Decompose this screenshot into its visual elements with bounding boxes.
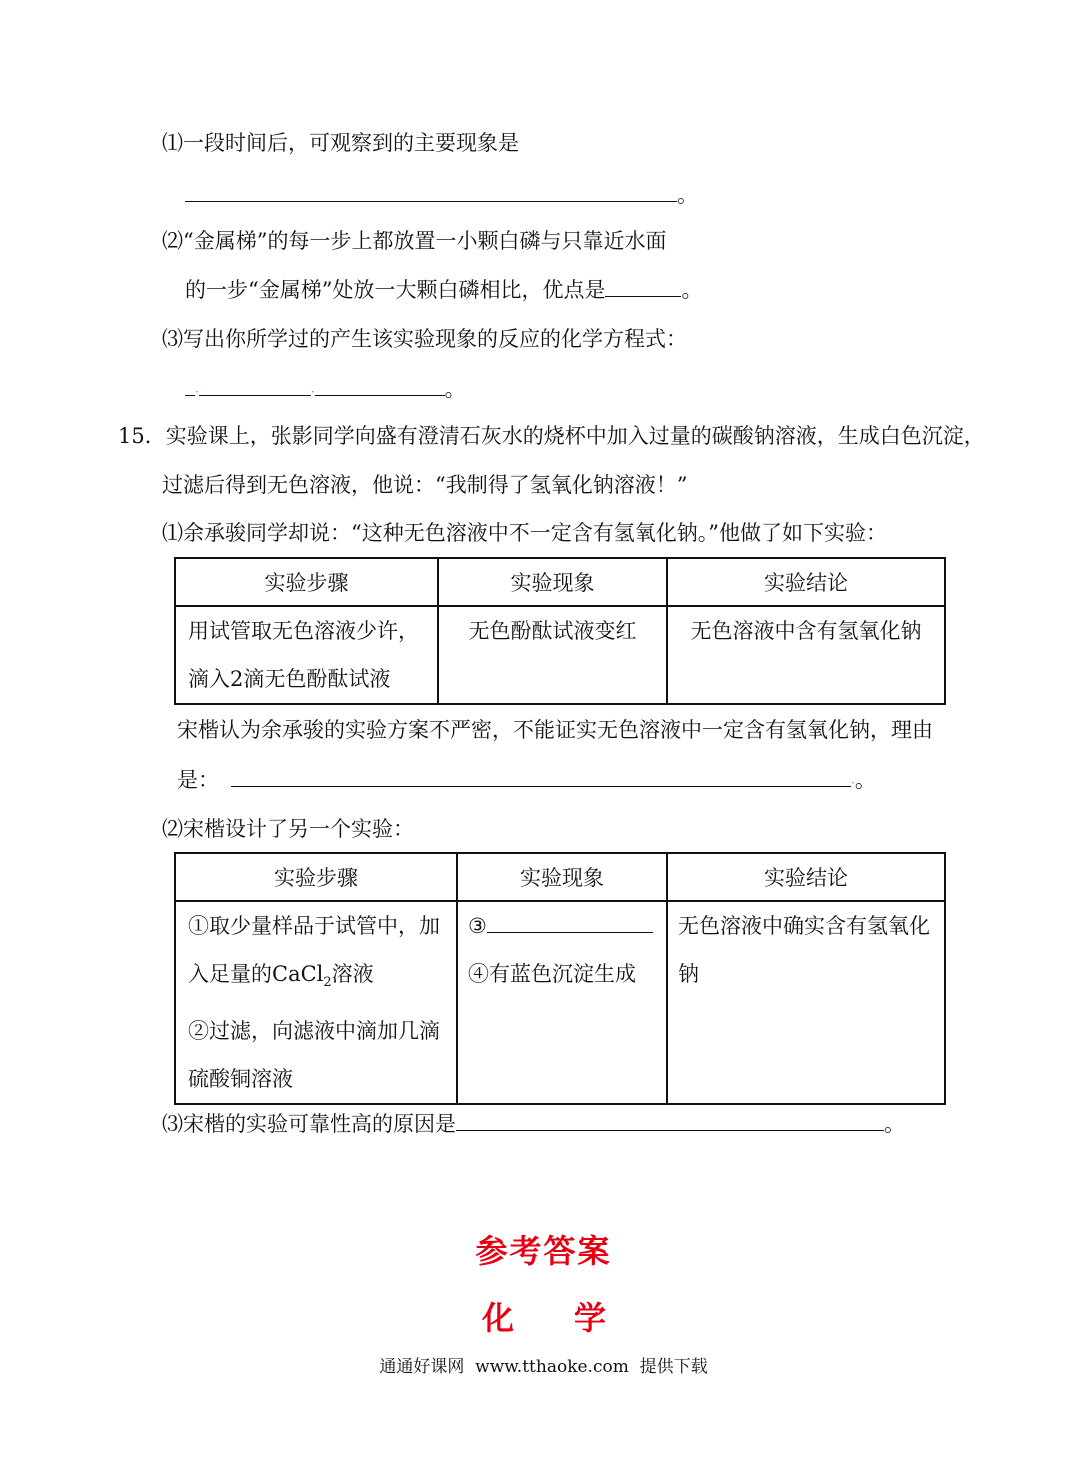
table1-steps-cell	[175, 606, 438, 704]
q15-line2: 过滤后得到无色溶液，他说：“我制得了氢氧化钠溶液！”	[162, 473, 688, 497]
period: 。	[854, 768, 876, 792]
q15-part3-text: ⑶宋楷的实验可靠性高的原因是	[162, 1112, 456, 1136]
table1-header-steps: 实验步骤	[175, 558, 438, 606]
table1-conclusion-cell	[667, 606, 945, 704]
q14-part3-answer-line	[185, 377, 466, 404]
page-footer: 通通好课网 www.tthaoke.com 提供下载	[379, 1357, 708, 1377]
period: 。	[444, 377, 466, 401]
answer-blank[interactable]	[456, 1112, 884, 1131]
q14-part1-text: ⑴一段时间后，可观察到的主要现象是	[162, 131, 519, 155]
period: 。	[681, 278, 703, 302]
table2-step-line	[188, 950, 456, 1007]
q15-line1: 15．实验课上，张影同学向盛有澄清石灰水的烧杯中加入过量的碳酸钠溶液，生成白色沉淀，	[118, 424, 985, 448]
period: 。	[884, 1112, 905, 1136]
q14-part1-answer-line	[185, 183, 698, 207]
period: 。	[677, 183, 698, 207]
table2-phenomenon-cell	[457, 901, 667, 1104]
reason-label: 是：	[177, 768, 219, 792]
answer-blank[interactable]	[185, 377, 195, 396]
table2-step-line: 硫酸铜溶液	[188, 1067, 293, 1092]
q14-part3-text: ⑶写出你所学过的产生该实验现象的反应的化学方程式：	[162, 327, 687, 351]
subject-title-char-1: 化	[482, 1299, 517, 1337]
q15-reason-line1: 宋楷认为余承骏的实验方案不严密，不能证实无色溶液中一定含有氢氧化钠，理由	[177, 718, 933, 742]
table1-step-line: 滴入2滴无色酚酞试液	[188, 667, 391, 691]
table2-conclusion-line: 无色溶液中确实含有氢氧化	[678, 914, 930, 938]
table1-step-line: 用试管取无色溶液少许，	[188, 619, 419, 643]
table2-conclusion-line: 钠	[678, 962, 699, 986]
answer-blank[interactable]	[605, 278, 681, 297]
table2-phenomenon-4: ④有蓝色沉淀生成	[468, 962, 636, 986]
answers-title: 参考答案	[475, 1232, 612, 1270]
table1-conclusion: 无色溶液中含有氢氧化钠	[690, 619, 922, 643]
table1-phenomenon-cell	[438, 606, 667, 704]
q14-part2-line1: ⑵“金属梯”的每一步上都放置一小颗白磷与只靠近水面	[162, 229, 667, 253]
subject-title-char-2: 学	[574, 1299, 609, 1337]
mark-dot: ·	[195, 385, 199, 399]
experiment-table-2	[174, 852, 946, 1105]
table2-header-phenomenon: 实验现象	[457, 853, 667, 901]
table1-phenomenon: 无色酚酞试液变红	[468, 619, 637, 643]
table2-phenomenon-3	[468, 902, 666, 950]
q15-part3	[162, 1112, 905, 1136]
table2-header-steps: 实验步骤	[175, 853, 457, 901]
q15-part1-intro: ⑴余承骏同学却说：“这种无色溶液中不一定含有氢氧化钠。”他做了如下实验：	[162, 521, 887, 545]
experiment-table-1	[174, 557, 946, 705]
cacl-text: 入足量的CaCl	[188, 962, 324, 986]
mark-dot: ·	[310, 385, 315, 399]
table2-steps-cell	[175, 901, 457, 1104]
circled-3: ③	[468, 914, 487, 938]
mark-dot: ·	[851, 776, 855, 790]
solution-text: 溶液	[331, 962, 374, 986]
table2-conclusion-cell	[667, 901, 945, 1104]
table2-header-conclusion: 实验结论	[667, 853, 945, 901]
answer-blank[interactable]	[185, 183, 677, 202]
table1-header-conclusion: 实验结论	[667, 558, 945, 606]
q14-part2-text: 的一步“金属梯”处放一大颗白磷相比，优点是	[185, 278, 606, 302]
answer-blank[interactable]	[315, 377, 445, 396]
table2-step-line: ①取少量样品于试管中，加	[188, 914, 440, 938]
answer-blank[interactable]	[199, 377, 311, 396]
subscript: 2	[323, 975, 332, 991]
q15-reason-line2	[177, 768, 876, 795]
q14-part2-line2	[185, 278, 702, 302]
answer-blank[interactable]	[487, 914, 653, 933]
q15-part2-intro: ⑵宋楷设计了另一个实验：	[162, 817, 414, 841]
table1-header-phenomenon: 实验现象	[438, 558, 667, 606]
answer-blank[interactable]	[231, 768, 851, 787]
table2-step-line: ②过滤，向滤液中滴加几滴	[188, 1019, 440, 1044]
